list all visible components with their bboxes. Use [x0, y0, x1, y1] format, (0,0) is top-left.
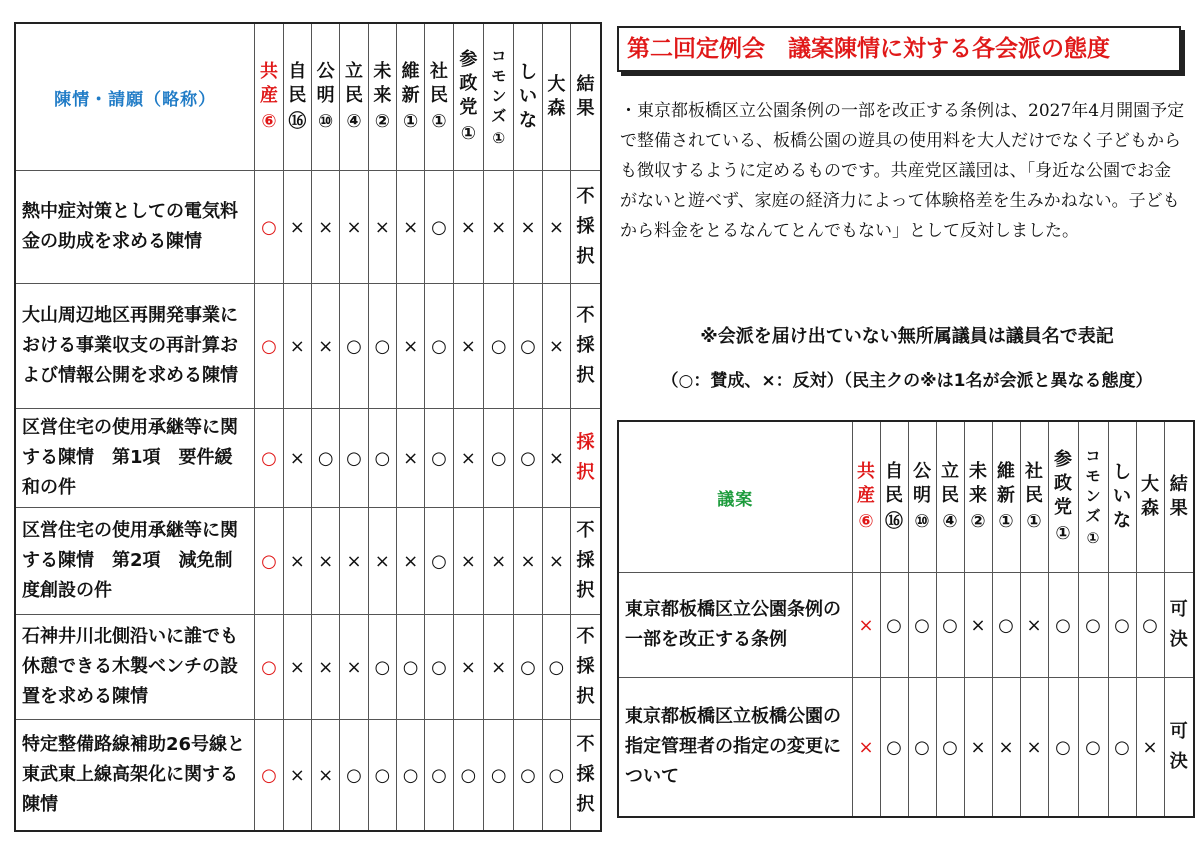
vote-mark: ○ [936, 678, 964, 818]
result-char: 決 [1169, 751, 1188, 772]
vote-mark: × [397, 508, 425, 615]
party-name-char: 立 [345, 61, 363, 82]
vote-mark: ○ [425, 284, 453, 409]
party-name-char: 森 [1141, 498, 1159, 519]
vote-mark: ○ [484, 720, 514, 832]
item-title: 東京都板橋区立板橋公園の指定管理者の指定の変更について [618, 678, 852, 818]
table-row [15, 171, 601, 284]
party-seat-count: ① [1055, 523, 1071, 544]
party-name-char: 参 [1054, 449, 1072, 470]
result-char: 採 [576, 764, 595, 785]
item-title: 区営住宅の使用承継等に関する陳情 第1項 要件緩和の件 [15, 409, 255, 508]
vote-mark: × [340, 171, 368, 284]
party-name-char: 明 [316, 85, 335, 106]
vote-mark: ○ [514, 615, 542, 720]
result-char: 択 [576, 686, 595, 707]
vote-mark: ○ [880, 573, 908, 678]
party-seat-count: ① [431, 111, 447, 132]
result-char: 択 [576, 580, 595, 601]
vote-mark: ○ [542, 615, 570, 720]
party-name-char: 党 [459, 97, 478, 118]
vote-mark: ○ [484, 409, 514, 508]
result-char: 可 [1169, 721, 1188, 742]
item-title: 大山周辺地区再開発事業における事業収支の再計算および情報公開を求める陳情 [15, 284, 255, 409]
item-title: 熱中症対策としての電気料金の助成を求める陳情 [15, 171, 255, 284]
result-header-char: 果 [576, 98, 595, 119]
party-name-char: モ [491, 67, 507, 85]
party-seat-count: ① [1026, 511, 1042, 532]
party-header [852, 421, 880, 573]
vote-mark: × [312, 284, 340, 409]
vote-mark: × [852, 573, 880, 678]
vote-mark: × [368, 508, 396, 615]
party-seat-count: ① [1086, 529, 1100, 547]
result-char: 採 [576, 335, 595, 356]
vote-mark: × [1020, 573, 1048, 678]
party-name-char: な [1113, 510, 1131, 531]
party-name-char: 民 [345, 85, 363, 106]
vote-mark: × [453, 508, 483, 615]
vote-mark: ○ [542, 720, 570, 832]
party-header [255, 23, 283, 171]
vote-mark: × [964, 573, 992, 678]
party-name-char: 民 [1025, 485, 1043, 506]
table-row [618, 678, 1194, 818]
vote-mark: ○ [514, 409, 542, 508]
party-name-char: 民 [885, 485, 903, 506]
party-seat-count: ① [492, 129, 506, 147]
party-name-char: ン [1085, 487, 1101, 505]
item-title: 石神井川北側沿いに誰でも休憩できる木製ベンチの設置を求める陳情 [15, 615, 255, 720]
party-seat-count: ① [998, 511, 1014, 532]
vote-mark: × [340, 508, 368, 615]
vote-mark: × [283, 508, 311, 615]
vote-mark: × [397, 409, 425, 508]
page-title: 第二回定例会 議案陳情に対する各会派の態度 [617, 26, 1181, 72]
result-char: 択 [576, 365, 595, 386]
vote-mark: ○ [453, 720, 483, 832]
vote-mark: ○ [514, 284, 542, 409]
party-header [1136, 421, 1164, 573]
result-cell [571, 284, 601, 409]
result-char: 択 [576, 794, 595, 815]
vote-mark: ○ [1136, 573, 1164, 678]
vote-mark: × [283, 615, 311, 720]
result-cell [1164, 678, 1194, 818]
vote-mark: × [542, 171, 570, 284]
bill-description: ・東京都板橋区立公園条例の一部を改正する条例は、2027年4月開園予定で整備されている、板橋公園の遊具の使用料を大人だけでなく子どもからも徴収するように定めるものです。共産党区議団は、「身近な公園でお金がないと遊べず、家庭の経済力によって体験格差を生みかねない。子どもから料金をとるなんてとんでもない」として反対しました。 [620, 101, 1185, 241]
party-seat-count: ⑥ [261, 111, 277, 132]
vote-mark: × [964, 678, 992, 818]
party-header [908, 421, 936, 573]
party-name-char: 大 [1141, 474, 1159, 495]
table-row [15, 615, 601, 720]
party-header [880, 421, 908, 573]
vote-mark: × [312, 720, 340, 832]
party-name-char: ズ [491, 107, 507, 125]
party-name-char: 民 [429, 85, 448, 106]
result-char: 採 [576, 432, 595, 453]
party-name-char: 公 [316, 61, 335, 82]
vote-mark: ○ [255, 284, 283, 409]
vote-mark: × [283, 284, 311, 409]
vote-mark: ○ [340, 409, 368, 508]
vote-mark: ○ [368, 720, 396, 832]
party-header [312, 23, 340, 171]
party-header [340, 23, 368, 171]
party-header [1048, 421, 1078, 573]
vote-mark: × [397, 171, 425, 284]
vote-mark: ○ [484, 284, 514, 409]
result-cell [571, 171, 601, 284]
party-name-char: 社 [1025, 461, 1043, 482]
vote-mark: ○ [1108, 678, 1136, 818]
result-char: 採 [576, 216, 595, 237]
vote-mark: ○ [255, 171, 283, 284]
table-row [15, 284, 601, 409]
vote-mark: × [453, 171, 483, 284]
result-cell [571, 615, 601, 720]
party-header [992, 421, 1020, 573]
result-char: 採 [576, 656, 595, 677]
vote-mark: × [283, 720, 311, 832]
vote-mark: ○ [1048, 678, 1078, 818]
party-name-char: な [519, 110, 538, 131]
party-name-char: 来 [969, 485, 987, 506]
party-seat-count: ④ [942, 511, 958, 532]
vote-mark: ○ [368, 284, 396, 409]
party-header [484, 23, 514, 171]
table-row [15, 508, 601, 615]
party-name-char: 維 [997, 461, 1015, 482]
column-header-item: 議案 [618, 421, 852, 573]
vote-mark: × [312, 171, 340, 284]
party-name-char: 新 [401, 85, 420, 106]
party-name-char: 自 [885, 461, 903, 482]
table-row [15, 720, 601, 832]
party-name-char: い [1113, 486, 1131, 507]
item-title: 東京都板橋区立公園条例の一部を改正する条例 [618, 573, 852, 678]
vote-mark: × [312, 508, 340, 615]
vote-mark: ○ [1078, 573, 1108, 678]
table-row [15, 409, 601, 508]
party-seat-count: ① [460, 123, 476, 144]
vote-mark: ○ [368, 615, 396, 720]
result-header-char: 結 [1169, 474, 1188, 495]
result-char: 不 [576, 626, 595, 647]
party-name-char: 社 [429, 61, 448, 82]
vote-mark: ○ [255, 409, 283, 508]
party-name-char: 党 [1054, 497, 1072, 518]
party-header [1020, 421, 1048, 573]
vote-mark: ○ [425, 171, 453, 284]
item-title: 区営住宅の使用承継等に関する陳情 第2項 減免制度創設の件 [15, 508, 255, 615]
vote-mark: ○ [312, 409, 340, 508]
vote-mark: ○ [936, 573, 964, 678]
petitions-table [14, 22, 602, 832]
party-seat-count: ① [403, 111, 419, 132]
vote-mark: × [484, 615, 514, 720]
vote-mark: × [514, 171, 542, 284]
party-name-char: 民 [941, 485, 959, 506]
vote-mark: ○ [368, 409, 396, 508]
party-name-char: 自 [288, 61, 307, 82]
result-cell [571, 409, 601, 508]
party-seat-count: ⑥ [858, 511, 874, 532]
result-char: 不 [576, 734, 595, 755]
vote-mark: ○ [397, 615, 425, 720]
vote-mark: × [852, 678, 880, 818]
party-name-char: 政 [1054, 473, 1072, 494]
vote-mark: × [340, 615, 368, 720]
party-header [368, 23, 396, 171]
bills-table [617, 420, 1195, 818]
party-seat-count: ⑯ [885, 511, 903, 532]
party-header [425, 23, 453, 171]
result-cell [571, 508, 601, 615]
vote-mark: × [542, 284, 570, 409]
party-seat-count: ⑩ [914, 511, 930, 532]
vote-mark: × [542, 409, 570, 508]
result-char: 可 [1169, 599, 1188, 620]
vote-mark: × [484, 171, 514, 284]
result-header-char: 果 [1169, 498, 1188, 519]
table-header-row [618, 421, 1194, 573]
party-name-char: 産 [857, 485, 875, 506]
vote-mark: ○ [514, 720, 542, 832]
result-char: 採 [576, 550, 595, 571]
party-name-char: 共 [857, 461, 875, 482]
table-row [618, 573, 1194, 678]
party-header [936, 421, 964, 573]
vote-mark: × [453, 615, 483, 720]
column-header-item: 陳情・請願（略称） [15, 23, 255, 171]
vote-mark: × [368, 171, 396, 284]
vote-mark: × [992, 678, 1020, 818]
party-name-char: 未 [373, 61, 392, 82]
vote-mark: × [283, 171, 311, 284]
party-name-char: 参 [459, 49, 478, 70]
legend-note: （○：賛成、×：反対）（民主クの※は1名が会派と異なる態度） [661, 371, 1153, 391]
party-name-char: し [1113, 462, 1131, 483]
party-name-char: い [519, 86, 538, 107]
vote-mark: ○ [908, 678, 936, 818]
vote-mark: ○ [425, 409, 453, 508]
vote-mark: ○ [255, 508, 283, 615]
vote-mark: × [283, 409, 311, 508]
vote-mark: ○ [1108, 573, 1136, 678]
party-name-char: 維 [401, 61, 420, 82]
result-cell [1164, 573, 1194, 678]
vote-mark: ○ [255, 615, 283, 720]
result-header [571, 23, 601, 171]
party-name-char: ン [491, 87, 507, 105]
result-cell [571, 720, 601, 832]
vote-mark: × [453, 409, 483, 508]
party-name-char: 森 [547, 98, 566, 119]
party-header [397, 23, 425, 171]
party-header [453, 23, 483, 171]
party-header [514, 23, 542, 171]
vote-mark: × [484, 508, 514, 615]
party-name-char: し [519, 62, 538, 83]
party-name-char: 政 [459, 73, 478, 94]
result-header-char: 結 [576, 74, 595, 95]
vote-mark: × [542, 508, 570, 615]
party-header [1108, 421, 1136, 573]
party-seat-count: ⑩ [318, 111, 334, 132]
vote-mark: ○ [425, 615, 453, 720]
party-name-char: ズ [1085, 507, 1101, 525]
vote-mark: ○ [880, 678, 908, 818]
result-char: 不 [576, 305, 595, 326]
party-name-char: 大 [547, 74, 566, 95]
vote-mark: ○ [1048, 573, 1078, 678]
table-header-row [15, 23, 601, 171]
party-header [542, 23, 570, 171]
vote-mark: × [397, 284, 425, 409]
vote-mark: ○ [425, 720, 453, 832]
party-name-char: 来 [373, 85, 392, 106]
party-name-char: 産 [260, 85, 279, 106]
vote-mark: ○ [255, 720, 283, 832]
party-name-char: 立 [941, 461, 959, 482]
item-title: 特定整備路線補助26号線と東武東上線高架化に関する陳情 [15, 720, 255, 832]
party-header [964, 421, 992, 573]
vote-mark: × [514, 508, 542, 615]
vote-mark: ○ [340, 720, 368, 832]
vote-mark: ○ [992, 573, 1020, 678]
party-seat-count: ② [970, 511, 986, 532]
party-name-char: モ [1085, 467, 1101, 485]
party-name-char: コ [1085, 447, 1101, 465]
vote-mark: ○ [908, 573, 936, 678]
party-name-char: 明 [913, 485, 931, 506]
vote-mark: × [453, 284, 483, 409]
result-char: 択 [576, 462, 595, 483]
result-char: 不 [576, 520, 595, 541]
vote-mark: × [312, 615, 340, 720]
party-seat-count: ⑯ [288, 111, 307, 132]
party-name-char: 公 [913, 461, 931, 482]
independent-note: ※会派を届け出ていない無所属議員は議員名で表記 [700, 326, 1114, 347]
vote-mark: × [1020, 678, 1048, 818]
party-seat-count: ② [374, 111, 390, 132]
party-name-char: コ [491, 47, 507, 65]
vote-mark: × [1136, 678, 1164, 818]
vote-mark: ○ [397, 720, 425, 832]
party-name-char: 共 [260, 61, 279, 82]
party-header [1078, 421, 1108, 573]
party-name-char: 新 [997, 485, 1015, 506]
party-seat-count: ④ [346, 111, 362, 132]
result-char: 決 [1169, 629, 1188, 650]
result-char: 不 [576, 186, 595, 207]
party-name-char: 民 [288, 85, 307, 106]
party-header [283, 23, 311, 171]
result-header [1164, 421, 1194, 573]
vote-mark: ○ [340, 284, 368, 409]
vote-mark: ○ [425, 508, 453, 615]
vote-mark: ○ [1078, 678, 1108, 818]
party-name-char: 未 [969, 461, 987, 482]
result-char: 択 [576, 246, 595, 267]
